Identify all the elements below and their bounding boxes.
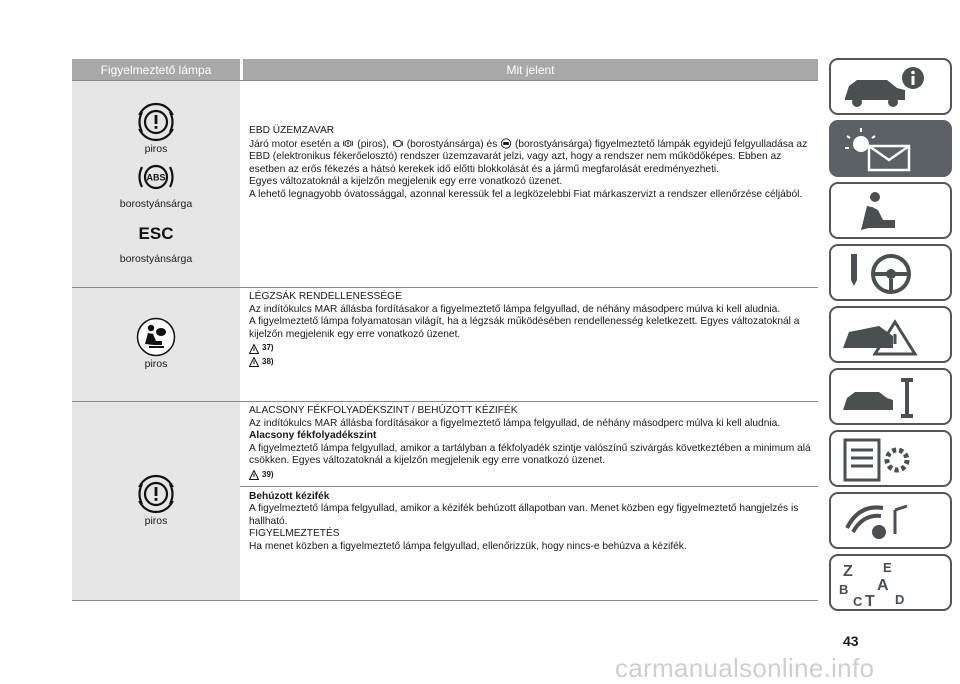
row-description-ebd	[240, 81, 818, 287]
warning-reference-number: 37)	[262, 343, 274, 353]
subsection-handbrake	[240, 486, 818, 554]
tab-warning-lights[interactable]	[829, 120, 952, 177]
row-icons-airbag	[72, 288, 240, 401]
row-description-brake-fluid	[240, 402, 818, 600]
row-paragraph: A figyelmeztető lámpa folyamatosan világít, ha a légzsák működésében rendellenesség keletkezett. Egyes változatoknál a kijelzőn megjelenik egy erre vonatkozó üzenet.	[249, 316, 800, 340]
svg-text:A: A	[877, 577, 889, 594]
car-breakdown-icon	[839, 312, 929, 360]
watermark: carmanualsonline.info	[615, 653, 875, 683]
warning-reference-number: 38)	[262, 356, 274, 366]
tab-safety[interactable]	[829, 182, 952, 239]
brake-warning-icon	[136, 474, 176, 514]
svg-text:B: B	[839, 582, 849, 597]
warning-lights-table	[72, 59, 818, 601]
row-description-airbag	[240, 288, 818, 401]
icon-color-label: piros	[144, 514, 168, 527]
svg-text:T: T	[865, 593, 875, 608]
seat-airbag-icon	[839, 188, 929, 236]
alphabetical-index-icon	[839, 560, 929, 608]
warning-reference[interactable]	[249, 342, 818, 355]
tab-index[interactable]	[829, 554, 952, 611]
row-paragraph: A figyelmeztető lámpa felgyullad, amikor a kézifék behúzott állapotban van. Menet közben egy figyelmeztető hangjelzés is hallható.	[249, 503, 799, 527]
tab-emergency[interactable]	[829, 306, 952, 363]
airbag-warning-icon	[136, 317, 176, 357]
svg-text:C: C	[853, 594, 863, 608]
subsection-title-text: Alacsony fékfolyadékszint	[249, 430, 377, 442]
table-header	[72, 59, 818, 80]
tab-car-info[interactable]	[829, 58, 952, 115]
svg-text:E: E	[883, 560, 892, 575]
svg-text:D: D	[895, 592, 905, 607]
svg-text:Z: Z	[843, 563, 853, 580]
text-part: (piros),	[357, 138, 389, 150]
warning-triangle-icon	[249, 470, 259, 480]
tab-technical-data[interactable]	[829, 430, 952, 487]
row-title: EBD ÜZEMZAVAR	[249, 125, 335, 136]
tab-multimedia[interactable]	[829, 492, 952, 549]
row-paragraph: A lehető legnagyobb óvatossággal, azonnal keressük fel a legközelebbi Fiat márkaszervizt a rendszer ellenőrzése céljából.	[249, 188, 803, 200]
tab-maintenance[interactable]	[829, 368, 952, 425]
table-row-brake-fluid	[72, 402, 818, 601]
row-title: LÉGZSÁK RENDELLENESSÉGE	[249, 291, 402, 302]
warning-reference-number: 39)	[262, 469, 274, 479]
warning-triangle-icon	[249, 344, 259, 354]
text-part: Járó motor esetén a	[249, 138, 340, 150]
key-steering-wheel-icon	[839, 250, 929, 298]
icon-color-label: borostyánsárga	[119, 197, 193, 210]
icon-color-label: piros	[144, 142, 168, 155]
row-icons-brake-fluid	[72, 402, 240, 600]
row-paragraph	[249, 138, 818, 177]
row-paragraph: Az indítókulcs MAR állásba fordításakor a figyelmeztető lámpa felgyullad, de néhány másodperc múlva ki kell aludnia.	[249, 417, 781, 429]
tab-starting-driving[interactable]	[829, 244, 952, 301]
warning-triangle-icon	[249, 357, 259, 367]
esc-inline-icon	[500, 138, 512, 149]
page-number: 43	[843, 633, 859, 649]
esc-icon-text: ESC	[138, 223, 174, 243]
chapter-tabs	[829, 58, 959, 616]
row-title: ALACSONY FÉKFOLYADÉKSZINT / BEHÚZOTT KÉZIFÉK	[249, 405, 518, 416]
row-icons-ebd	[72, 81, 240, 287]
header-col-meaning: Mit jelent	[243, 59, 818, 80]
table-row-ebd	[72, 80, 818, 288]
row-paragraph: Egyes változatoknál a kijelzőn megjelenik egy erre vonatkozó üzenet.	[249, 176, 563, 188]
abs-icon	[136, 157, 176, 197]
text-part: (borostyánsárga) és	[406, 138, 498, 150]
car-info-icon	[839, 64, 929, 112]
text-part: (borostyánsárga) figyelmeztető lámpák egyidejű felgyulladása az EBD (elektronikus fékerőelosztó) rendszer üzemzavarát jelzi, vagy azt, hogy a rendszer nem működőképes. Ebben az esetben az erős fékezés a hátsó kerekek idő előtti blokkolását és a jármű megfarolását eredményezheti.	[249, 138, 808, 175]
car-maintenance-icon	[839, 374, 929, 422]
specs-gears-icon	[839, 436, 929, 484]
row-paragraph: Ha menet közben a figyelmeztető lámpa felgyullad, ellenőrizzük, hogy nincs-e behúzva a kézifék.	[249, 540, 687, 552]
subsection-title	[249, 430, 818, 443]
warning-reference[interactable]	[249, 469, 818, 482]
brake-warning-icon	[136, 102, 176, 142]
row-paragraph: A figyelmeztető lámpa felgyullad, amikor a tartályban a fékfolyadék szintje valószínű szivárgás következtében a minimum alá csökken. Egyes változatoknál a kijelzőn megjelenik egy erre vonatkozó üzenet.	[249, 442, 811, 467]
warning-reference[interactable]	[249, 356, 818, 369]
warning-light-message-icon	[839, 126, 929, 174]
table-row-airbag	[72, 288, 818, 402]
header-col-warning-light: Figyelmeztető lámpa	[72, 59, 240, 80]
row-paragraph: Az indítókulcs MAR állásba fordításakor a figyelmeztető lámpa felgyullad, de néhány másodperc múlva ki kell aludnia.	[249, 303, 781, 315]
abs-icon-text: ABS	[146, 172, 166, 182]
multimedia-icon	[839, 498, 929, 546]
warning-title: FIGYELMEZTETÉS	[249, 528, 340, 540]
icon-color-label: borostyánsárga	[119, 252, 193, 265]
subsection-title-text: Behúzott kézifék	[249, 490, 330, 502]
abs-inline-icon	[392, 138, 404, 149]
icon-color-label: piros	[144, 358, 168, 370]
brake-warning-inline-icon	[342, 138, 354, 149]
esc-icon	[136, 212, 176, 252]
